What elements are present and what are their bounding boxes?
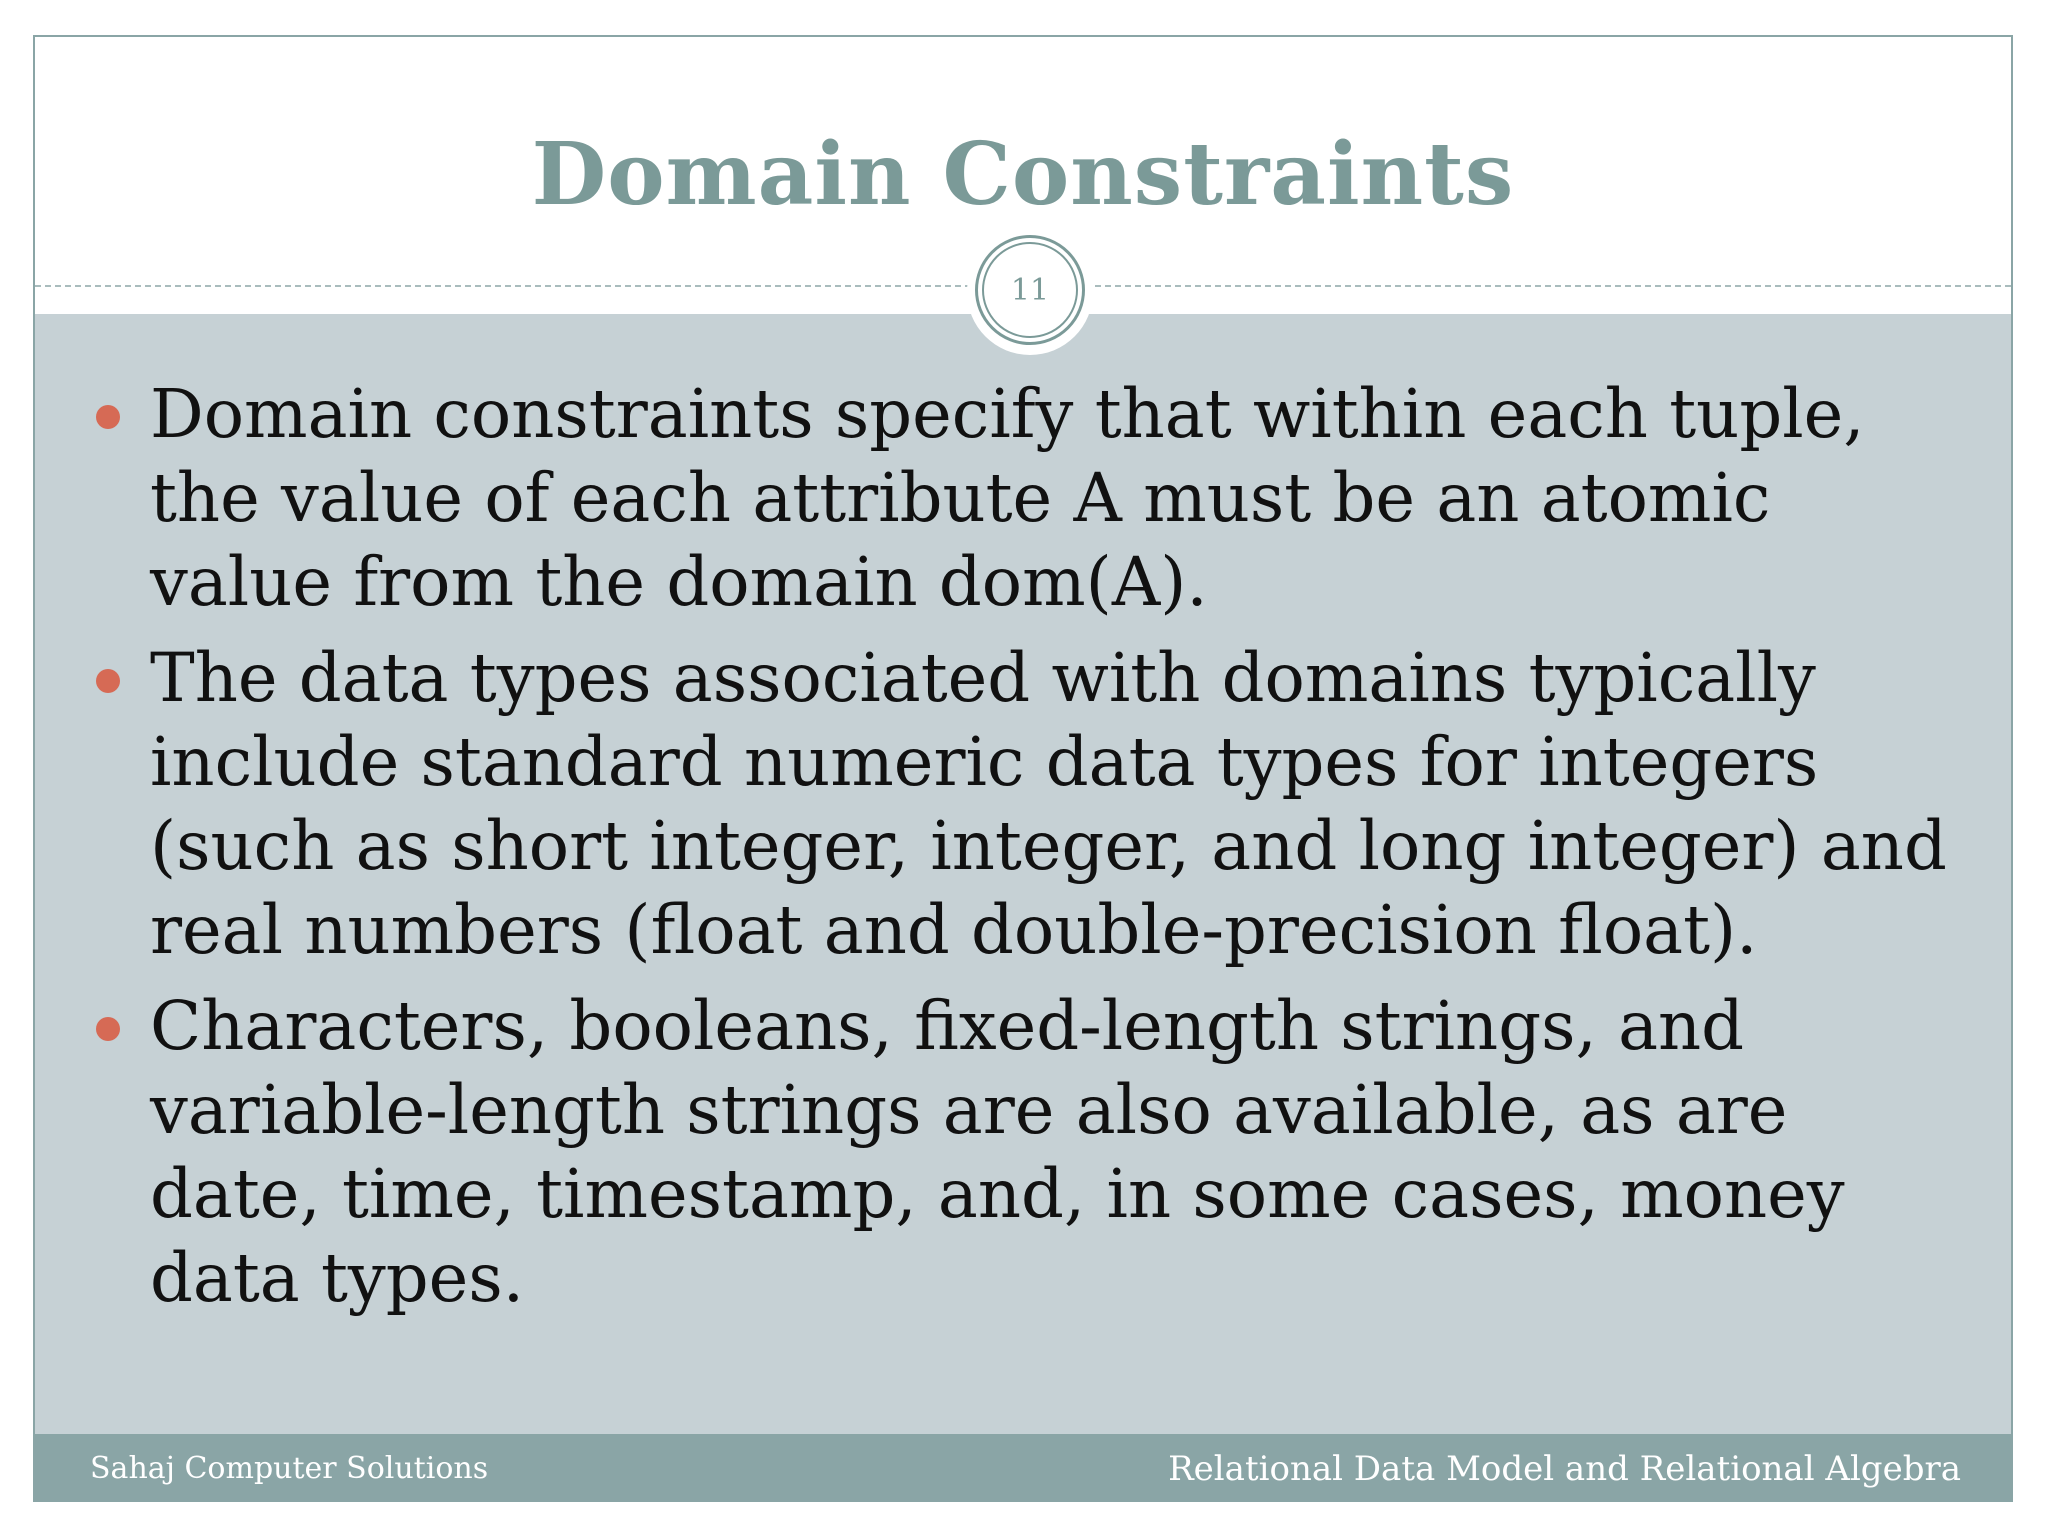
bullet-list bbox=[35, 372, 2011, 1332]
bullet-text: The data types associated with domains typically include standard numeric data types for integers (such as short integer, integer, and long integer) and real numbers (float and double-precision float). bbox=[150, 639, 1947, 969]
bullet-text: Characters, booleans, fixed-length strings, and variable-length strings are also available, as are date, time, timestamp, and, in some cases, money data types. bbox=[150, 987, 1845, 1317]
bullet-item bbox=[35, 636, 2011, 972]
slide-title: Domain Constraints bbox=[531, 124, 1515, 225]
bullet-item bbox=[35, 984, 2011, 1320]
slide bbox=[33, 35, 2013, 1502]
footer-organization: Sahaj Computer Solutions bbox=[90, 1451, 489, 1486]
bullet-item bbox=[35, 372, 2011, 624]
bullet-marker-icon bbox=[96, 669, 120, 693]
page-number-badge: 11 bbox=[982, 242, 1078, 338]
footer-topic: Relational Data Model and Relational Algebra bbox=[1168, 1449, 1961, 1489]
bullet-marker-icon bbox=[96, 405, 120, 429]
bullet-marker-icon bbox=[96, 1017, 120, 1041]
bullet-text: Domain constraints specify that within each tuple, the value of each attribute A must be an atomic value from the domain dom(A). bbox=[150, 375, 1865, 621]
